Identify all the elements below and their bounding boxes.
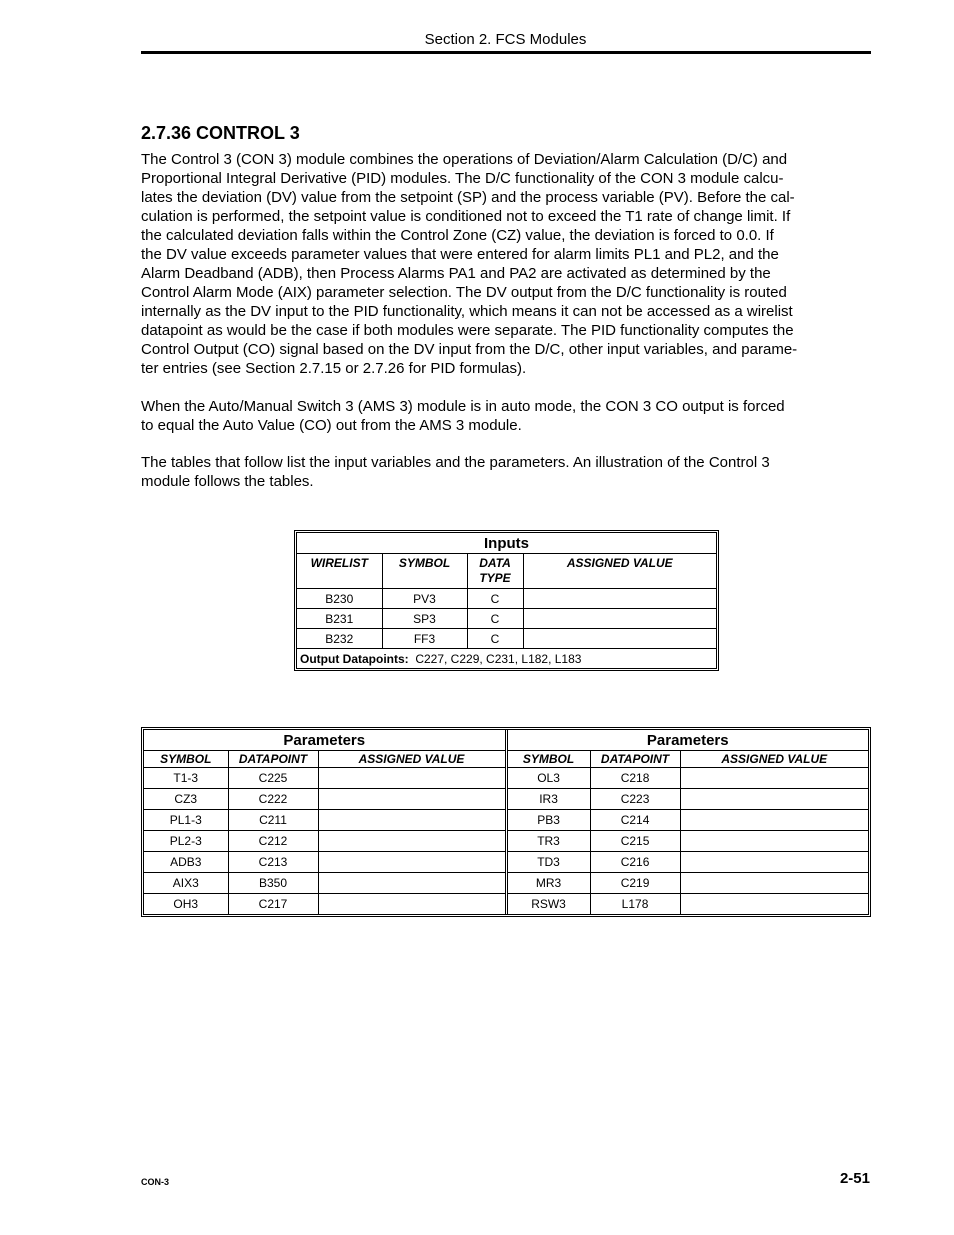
parameters-table [141,727,871,917]
data-type-cell: C [467,589,523,609]
datapoint-cell: C222 [228,789,318,810]
datapoint-cell: C215 [590,831,680,852]
assigned-value-cell [523,629,716,649]
symbol-cell: PL2-3 [144,831,228,852]
datapoint-cell: C218 [590,768,680,789]
header-rule [141,51,871,54]
parameters-caption-left: Parameters [144,730,506,751]
body-paragraph-1: The Control 3 (CON 3) module combines the operations of Deviation/Alarm Calculation (D/C) and Proportional Integral Derivative (PID) modules. The D/C functionality of the CON 3 module calcu- lates the deviation (DV) value from the setpoint (SP) and the process variable (PV). Before the cal- culation is performed, the setpoint value is conditioned not to exceed the T1 rate of change limit. If the calculated deviation falls within the Control Zone (CZ) value, the deviation is forced to 0.0. If the DV value exceeds parameter values that were entered for alarm limits PL1 and PL2, and the Alarm Deadband (ADB), then Process Alarms PA1 and PA2 are activated as determined by the Control Alarm Mode (AIX) parameter selection. The DV output from the D/C functionality is routed internally as the DV input to the PID functionality, which means it can not be accessed as a wirelist datapoint as would be the case if both modules were separate. The PID functionality computes the Control Output (CO) signal based on the DV input from the D/C, other input variables, and parame- ter entries (see Section 2.7.15 or 2.7.26 for PID formulas). [141,151,798,377]
symbol-cell: OL3 [506,768,590,789]
col-header-symbol: SYMBOL [382,554,467,589]
assigned-value-cell [523,609,716,629]
symbol-cell: ADB3 [144,852,228,873]
symbol-cell: FF3 [382,629,467,649]
datapoint-cell: L178 [590,894,680,915]
table-row [144,852,868,873]
assigned-value-cell [680,894,868,915]
symbol-cell: TD3 [506,852,590,873]
table-row [144,873,868,894]
datapoint-cell: C211 [228,810,318,831]
symbol-cell: PL1-3 [144,810,228,831]
assigned-value-cell [680,873,868,894]
assigned-value-cell [680,831,868,852]
symbol-cell: MR3 [506,873,590,894]
symbol-cell: SP3 [382,609,467,629]
assigned-value-cell [318,810,506,831]
datapoint-cell: C217 [228,894,318,915]
body-paragraph-2: When the Auto/Manual Switch 3 (AMS 3) module is in auto mode, the CON 3 CO output is forced to equal the Auto Value (CO) out from the AMS 3 module. [141,398,785,434]
datapoint-cell: C214 [590,810,680,831]
assigned-value-cell [318,873,506,894]
inputs-table [294,530,719,671]
table-row [297,589,716,609]
assigned-value-cell [318,768,506,789]
table-row [297,629,716,649]
symbol-cell: T1-3 [144,768,228,789]
parameters-caption-right: Parameters [506,730,868,751]
table-row [144,768,868,789]
symbol-cell: AIX3 [144,873,228,894]
assigned-value-cell [680,810,868,831]
running-header: Section 2. FCS Modules [424,31,587,48]
datapoint-cell: C216 [590,852,680,873]
datapoint-cell: C225 [228,768,318,789]
table-row [144,831,868,852]
col-header-datapoint: DATAPOINT [590,751,680,768]
symbol-cell: OH3 [144,894,228,915]
symbol-cell: PB3 [506,810,590,831]
data-type-cell: C [467,609,523,629]
output-datapoints-values: C227, C229, C231, L182, L183 [415,651,582,666]
symbol-cell: TR3 [506,831,590,852]
datapoint-cell: C212 [228,831,318,852]
symbol-cell: PV3 [382,589,467,609]
assigned-value-cell [318,831,506,852]
col-header-symbol: SYMBOL [506,751,590,768]
symbol-cell: IR3 [506,789,590,810]
col-header-assigned-value: ASSIGNED VALUE [318,751,506,768]
wirelist-cell: B230 [297,589,382,609]
assigned-value-cell [318,894,506,915]
table-row [144,894,868,915]
col-header-data-type: DATA TYPE [467,554,523,589]
col-header-datapoint: DATAPOINT [228,751,318,768]
output-datapoints-row [297,649,716,669]
table-row [144,810,868,831]
col-header-wirelist: WIRELIST [297,554,382,589]
datapoint-cell: C213 [228,852,318,873]
page-number: 2-51 [839,1170,870,1187]
output-datapoints-label: Output Datapoints: [300,651,409,666]
datapoint-cell: C219 [590,873,680,894]
datapoint-cell: C223 [590,789,680,810]
datapoint-cell: B350 [228,873,318,894]
col-header-assigned-value: ASSIGNED VALUE [680,751,868,768]
symbol-cell: CZ3 [144,789,228,810]
section-title: 2.7.36 CONTROL 3 [141,123,300,143]
wirelist-cell: B232 [297,629,382,649]
assigned-value-cell [680,768,868,789]
assigned-value-cell [318,789,506,810]
footer-module-code: CON-3 [141,1177,170,1187]
body-paragraph-3: The tables that follow list the input variables and the parameters. An illustration of the Control 3 module follows the tables. [141,454,770,490]
assigned-value-cell [318,852,506,873]
table-row [297,609,716,629]
col-header-assigned-value: ASSIGNED VALUE [523,554,716,589]
col-header-symbol: SYMBOL [144,751,228,768]
assigned-value-cell [680,852,868,873]
symbol-cell: RSW3 [506,894,590,915]
assigned-value-cell [680,789,868,810]
wirelist-cell: B231 [297,609,382,629]
data-type-cell: C [467,629,523,649]
inputs-caption: Inputs [297,533,716,554]
table-row [144,789,868,810]
assigned-value-cell [523,589,716,609]
